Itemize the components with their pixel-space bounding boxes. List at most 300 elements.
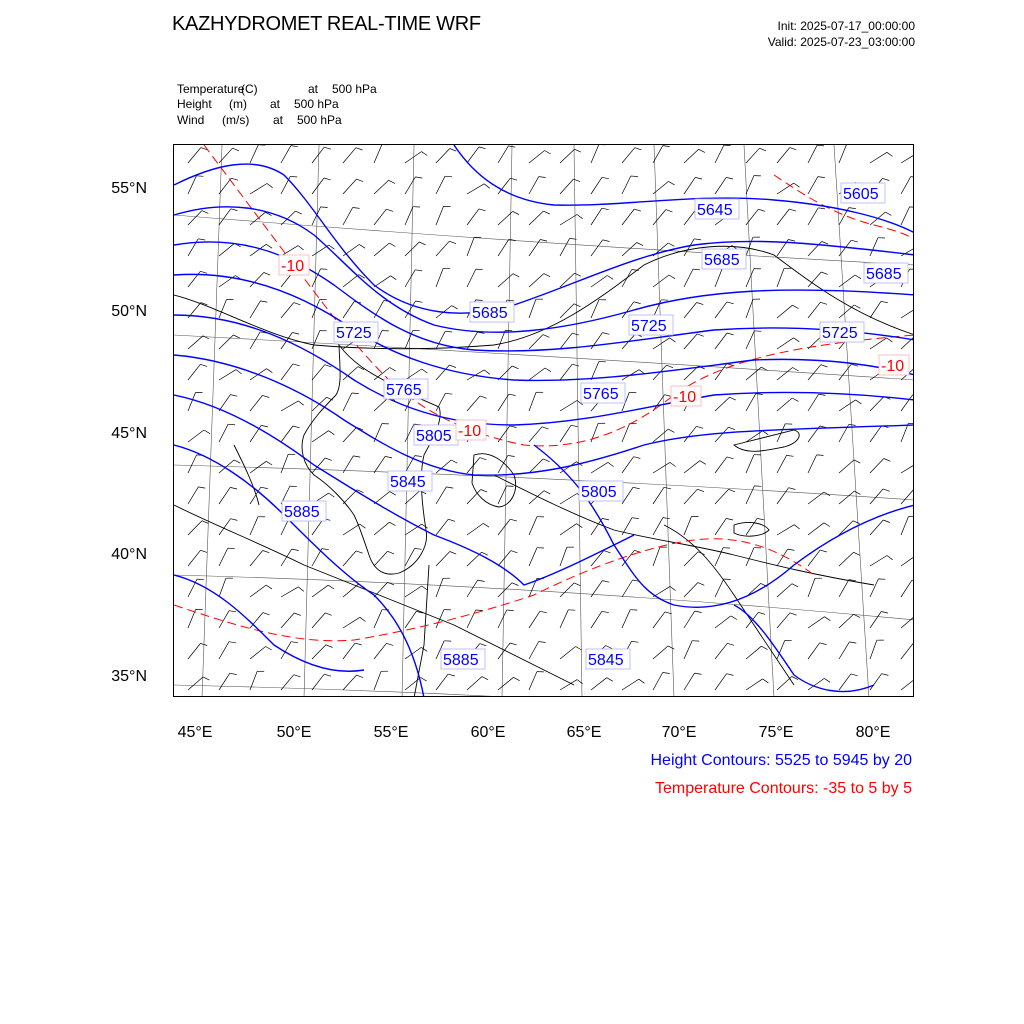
wind-barb-tick <box>197 579 204 580</box>
wind-barb <box>343 275 359 287</box>
wind-barb <box>746 679 763 690</box>
field-level: 500 hPa <box>297 113 342 127</box>
wind-barb-tick <box>695 673 702 674</box>
wind-barb-tick <box>266 461 272 465</box>
wind-barb <box>684 426 696 442</box>
wind-barb-tick <box>851 674 858 676</box>
wind-barb-tick <box>883 520 890 523</box>
wind-barb <box>715 674 727 690</box>
wind-barb-tick <box>543 211 549 214</box>
wind-barb-tick <box>757 518 764 520</box>
wind-barb-tick <box>608 462 614 466</box>
wind-barb <box>343 617 360 628</box>
wind-barb <box>188 271 200 287</box>
wind-barb-tick <box>419 242 425 245</box>
wind-barb-tick <box>294 613 301 615</box>
height-label: 5605 <box>843 186 879 203</box>
wind-barb <box>839 552 854 566</box>
wind-barb <box>560 215 577 226</box>
wind-barb-tick <box>293 364 300 366</box>
wind-barb <box>374 243 389 256</box>
wind-barb <box>374 209 386 225</box>
wind-barb <box>653 275 669 287</box>
wind-barb-tick <box>793 368 799 372</box>
wind-barb-tick <box>449 365 456 367</box>
wind-barb <box>560 238 570 256</box>
wind-barb <box>622 457 634 473</box>
wind-barb-tick <box>389 243 395 246</box>
meridian <box>744 145 774 697</box>
wind-barb <box>870 338 887 349</box>
wind-barb <box>808 365 821 380</box>
wind-barb-tick <box>230 395 237 397</box>
wind-barb-tick <box>293 426 300 428</box>
wind-barb-tick <box>540 240 547 242</box>
wind-barb <box>188 521 202 535</box>
wind-barb <box>901 395 913 411</box>
wind-barb-tick <box>539 642 546 643</box>
wind-barb <box>498 519 510 535</box>
wind-barb <box>467 677 482 690</box>
wind-barb <box>591 177 602 194</box>
wind-barb <box>498 178 510 194</box>
wind-barb <box>715 145 724 163</box>
wind-barb-tick <box>790 613 797 615</box>
wind-barb-tick <box>201 550 208 552</box>
wind-barb <box>653 210 666 225</box>
wind-barb <box>839 491 854 504</box>
wind-barb-tick <box>263 551 270 553</box>
wind-barb-tick <box>697 334 704 336</box>
wind-barb <box>405 369 422 380</box>
wind-barb-tick <box>324 674 331 676</box>
wind-barb <box>560 149 575 163</box>
wind-barb <box>529 151 545 164</box>
wind-barb-tick <box>727 643 734 645</box>
wind-barb <box>684 239 694 256</box>
wind-barb-tick <box>639 679 645 683</box>
wind-barb-tick <box>507 486 514 487</box>
wind-barb <box>715 177 726 194</box>
wind-barb-tick <box>572 333 579 335</box>
wind-barb <box>777 455 787 473</box>
wind-barb <box>870 556 887 567</box>
wind-barb-tick <box>421 678 427 682</box>
wind-barb-tick <box>294 675 301 677</box>
wind-barb <box>746 299 753 318</box>
wind-barb <box>529 392 536 411</box>
wind-barb-tick <box>476 300 483 301</box>
wind-barb-tick <box>261 425 268 427</box>
wind-barb-tick <box>911 177 914 178</box>
wind-barb <box>250 395 263 411</box>
wind-barb-tick <box>484 370 490 374</box>
wind-barb <box>498 486 507 504</box>
wind-barb-tick <box>913 395 914 397</box>
wind-barb <box>498 610 507 628</box>
wind-barb <box>777 613 790 628</box>
wind-barb-tick <box>445 176 452 177</box>
wind-barb <box>374 492 390 504</box>
wind-barb-tick <box>445 393 452 394</box>
wind-barb <box>901 643 913 659</box>
wind-barb <box>777 525 794 535</box>
wind-barb <box>281 549 292 566</box>
wind-barb <box>219 148 233 163</box>
lat-label: 35°N <box>111 668 147 685</box>
wind-barb-tick <box>544 491 550 494</box>
wind-barb-tick <box>697 489 704 492</box>
wind-barb-tick <box>233 335 239 338</box>
wind-barb-tick <box>231 519 238 521</box>
wind-barb-tick <box>763 679 769 683</box>
wind-barb <box>281 426 293 442</box>
wind-barb-tick <box>670 462 676 466</box>
wind-barb <box>901 153 914 163</box>
wind-barb <box>436 149 450 164</box>
wind-barb-tick <box>267 369 273 373</box>
wind-barb-tick <box>298 401 303 405</box>
wind-barb <box>622 580 633 597</box>
lat-label: 50°N <box>111 303 147 320</box>
wind-barb-tick <box>236 370 242 374</box>
wind-barb-tick <box>263 395 270 397</box>
height-label: 5685 <box>866 266 902 283</box>
wind-barb-tick <box>700 461 706 465</box>
wind-barb <box>343 643 355 659</box>
wind-barb <box>746 646 761 659</box>
wind-barb <box>498 239 509 256</box>
wind-barb <box>870 640 877 659</box>
wind-barb-tick <box>663 673 670 674</box>
wind-barb <box>312 147 324 163</box>
wind-barb-tick <box>508 456 515 457</box>
wind-barbs <box>188 145 914 690</box>
meridian <box>574 145 582 697</box>
wind-barb-tick <box>724 579 731 580</box>
wind-barb-tick <box>824 523 830 527</box>
wind-barb-tick <box>391 276 397 280</box>
wind-barb <box>560 179 573 194</box>
wind-barb-tick <box>448 519 455 521</box>
wind-barb-tick <box>794 525 800 529</box>
wind-barb <box>715 333 727 349</box>
meridian <box>402 145 414 697</box>
wind-barb <box>777 488 789 504</box>
wind-barb-tick <box>451 460 457 463</box>
wind-barb-tick <box>819 394 826 395</box>
wind-barb <box>560 610 568 628</box>
wind-barb-tick <box>881 301 888 303</box>
wind-barb-tick <box>352 393 359 394</box>
wind-barb-tick <box>513 211 519 214</box>
wind-barb <box>467 209 479 225</box>
field-at: at <box>273 113 284 127</box>
field-at: at <box>270 97 281 111</box>
wind-barb-tick <box>603 333 610 335</box>
wind-barb <box>188 430 204 442</box>
wind-barb-tick <box>821 365 828 367</box>
wind-barb-tick <box>507 300 514 301</box>
wind-barb-tick <box>794 183 800 187</box>
wind-barb-tick <box>543 335 550 338</box>
wind-barb-tick <box>509 394 516 395</box>
wind-barb-tick <box>385 456 392 458</box>
wind-barb <box>529 672 537 690</box>
wind-barb <box>405 270 415 287</box>
wind-barb <box>808 550 820 566</box>
wind-barb-tick <box>543 459 549 462</box>
wind-barb-tick <box>389 522 395 525</box>
wind-barb <box>622 610 630 628</box>
wind-barb <box>312 613 325 628</box>
wind-barb-tick <box>821 272 828 274</box>
wind-barb <box>901 489 914 504</box>
wind-barb-tick <box>229 642 236 643</box>
wind-barb-tick <box>634 209 641 211</box>
wind-barb <box>684 177 695 194</box>
wind-barb <box>529 517 537 535</box>
wind-barb <box>870 238 878 256</box>
wind-barb <box>219 300 227 319</box>
temperature-label: -10 <box>881 358 905 375</box>
wind-barb-tick <box>292 549 299 550</box>
wind-barb <box>343 524 360 535</box>
wind-barb <box>343 393 352 411</box>
wind-barb <box>808 617 825 628</box>
wind-barb <box>622 424 630 443</box>
wind-barb <box>684 489 697 504</box>
wind-barb-tick <box>231 178 238 180</box>
wind-barb <box>250 425 261 442</box>
temperature-label: -10 <box>458 423 482 440</box>
wind-barb <box>591 333 603 349</box>
wind-barb <box>839 642 849 659</box>
height-isoline <box>734 605 874 692</box>
wind-barb-tick <box>604 551 611 553</box>
wind-barb <box>560 401 577 412</box>
wind-barb <box>715 457 727 473</box>
wind-barb-tick <box>545 368 551 372</box>
field-unit: (m/s) <box>222 113 250 127</box>
wind-barb <box>250 585 266 597</box>
wind-barb <box>219 548 228 566</box>
wind-barb-tick <box>292 333 299 335</box>
wind-barb <box>281 303 294 318</box>
wind-barb-tick <box>789 488 796 490</box>
wind-barb <box>684 583 698 597</box>
wind-barb <box>839 580 849 597</box>
wind-barb <box>467 237 474 256</box>
wind-barb <box>653 395 665 411</box>
wind-barb <box>715 643 727 659</box>
wind-barb-tick <box>727 302 734 304</box>
wind-barb <box>281 675 294 690</box>
wind-barb-tick <box>853 521 860 524</box>
height-isoline <box>174 355 914 475</box>
wind-barb-tick <box>575 273 581 276</box>
field-name: Height <box>177 97 212 111</box>
wind-barb <box>839 614 854 628</box>
wind-barb-tick <box>696 426 703 428</box>
wind-barb <box>870 152 887 163</box>
wind-barb <box>653 673 663 691</box>
wind-barb-tick <box>602 177 609 178</box>
wind-barb <box>901 615 914 628</box>
wind-barb <box>281 364 293 380</box>
wind-barb <box>808 394 819 411</box>
wind-barb <box>653 462 670 473</box>
wind-barb-tick <box>510 519 517 521</box>
wind-barb <box>715 518 726 535</box>
wind-barb <box>591 145 599 163</box>
wind-barb-tick <box>452 306 458 310</box>
wind-barb <box>839 305 854 318</box>
wind-barb-tick <box>576 647 582 651</box>
height-label: 5845 <box>588 652 624 669</box>
height-label: 5765 <box>583 386 619 403</box>
temperature-contour-legend: Temperature Contours: -35 to 5 by 5 <box>654 780 912 797</box>
wind-barb-tick <box>386 643 393 645</box>
wind-barb <box>436 578 443 597</box>
wind-barb <box>653 547 660 566</box>
wind-barb <box>188 487 198 504</box>
wind-barb-tick <box>854 305 860 308</box>
wind-barb <box>374 397 389 411</box>
wind-barb-tick <box>794 338 800 342</box>
wind-barb <box>343 490 357 504</box>
wind-barb-tick <box>825 617 831 621</box>
field-name: Temperature <box>177 82 245 96</box>
field-at: at <box>308 82 319 96</box>
wind-barb-tick <box>694 239 701 240</box>
wind-barb-tick <box>792 398 798 401</box>
wind-barb-tick <box>693 269 700 270</box>
wind-barb-tick <box>699 149 705 152</box>
wind-barb-tick <box>514 677 520 680</box>
wind-barb-tick <box>602 518 609 520</box>
wind-barb <box>777 398 792 411</box>
wind-barb-tick <box>386 209 393 211</box>
height-label: 5725 <box>822 325 858 342</box>
wind-barb-tick <box>635 148 642 150</box>
wind-barb <box>436 206 444 225</box>
wind-barb-tick <box>787 455 794 456</box>
wind-barb <box>839 364 851 380</box>
wind-barb-tick <box>476 269 483 270</box>
wind-barb <box>436 519 448 535</box>
wind-barb <box>870 459 884 474</box>
wind-barb-tick <box>824 678 830 682</box>
wind-barb-tick <box>328 585 334 589</box>
wind-barb <box>498 366 512 380</box>
wind-barb <box>219 578 226 597</box>
wind-barb <box>467 523 483 535</box>
wind-barb-tick <box>756 394 763 395</box>
wind-barb <box>219 209 231 225</box>
wind-barb <box>436 241 449 256</box>
wind-barb <box>746 148 760 163</box>
meridian <box>304 145 319 697</box>
wind-barb-tick <box>324 147 331 149</box>
wind-barb-tick <box>360 524 366 528</box>
wind-barb <box>808 208 818 225</box>
wind-barb-tick <box>325 613 332 615</box>
wind-barb-tick <box>266 647 272 651</box>
wind-barb <box>715 427 728 442</box>
wind-barb-tick <box>854 552 860 555</box>
wind-barb <box>343 675 356 690</box>
wind-barb-tick <box>883 178 890 180</box>
height-label: 5805 <box>581 484 617 501</box>
wind-barb <box>250 145 258 163</box>
wind-barb-tick <box>668 429 674 432</box>
wind-barb-tick <box>321 207 328 208</box>
wind-barb-tick <box>389 180 395 183</box>
wind-barb <box>436 331 445 349</box>
wind-barb <box>436 393 445 411</box>
wind-barb-tick <box>632 518 639 519</box>
wind-barb <box>746 331 754 349</box>
height-contours <box>174 145 914 697</box>
wind-barb <box>684 461 700 473</box>
wind-barb-tick <box>607 276 613 280</box>
wind-barb <box>219 642 229 659</box>
field-name: Wind <box>177 113 205 127</box>
lat-label: 55°N <box>111 180 147 197</box>
wind-barb-tick <box>545 151 551 155</box>
wind-barb <box>591 611 602 628</box>
wind-barb <box>343 148 356 163</box>
wind-barb <box>405 424 414 442</box>
graticule <box>174 145 914 697</box>
wind-barb-tick <box>727 333 734 335</box>
wind-barb <box>808 177 818 194</box>
wind-barb <box>374 301 384 319</box>
wind-barb-tick <box>261 487 268 488</box>
meridian <box>502 145 512 697</box>
wind-barb-tick <box>887 152 893 156</box>
wind-barb <box>870 674 882 690</box>
wind-barb-tick <box>666 210 673 212</box>
height-label: 5885 <box>284 504 320 521</box>
wind-barb-tick <box>822 242 829 245</box>
wind-barb <box>808 643 820 659</box>
wind-barb <box>436 268 443 287</box>
wind-barb-tick <box>910 207 915 208</box>
field-unit: (C) <box>241 82 258 96</box>
wind-barb-tick <box>697 303 704 305</box>
wind-barb-tick <box>450 149 457 152</box>
wind-barb-tick <box>322 549 329 550</box>
wind-barb-tick <box>663 518 670 519</box>
wind-barb-tick <box>856 400 862 404</box>
wind-barb-tick <box>388 551 395 554</box>
wind-barb <box>436 552 450 567</box>
wind-barb-tick <box>788 549 795 550</box>
wind-barb-tick <box>234 460 240 463</box>
wind-barb <box>436 487 446 504</box>
wind-barb-tick <box>729 489 736 492</box>
wind-barb-tick <box>664 487 671 489</box>
wind-barb <box>746 455 754 473</box>
wind-barb <box>219 395 230 411</box>
wind-barb <box>188 550 201 566</box>
wind-barb-tick <box>203 677 209 680</box>
lon-label: 45°E <box>177 724 213 741</box>
wind-barb <box>839 674 851 690</box>
wind-barb-tick <box>663 146 670 147</box>
